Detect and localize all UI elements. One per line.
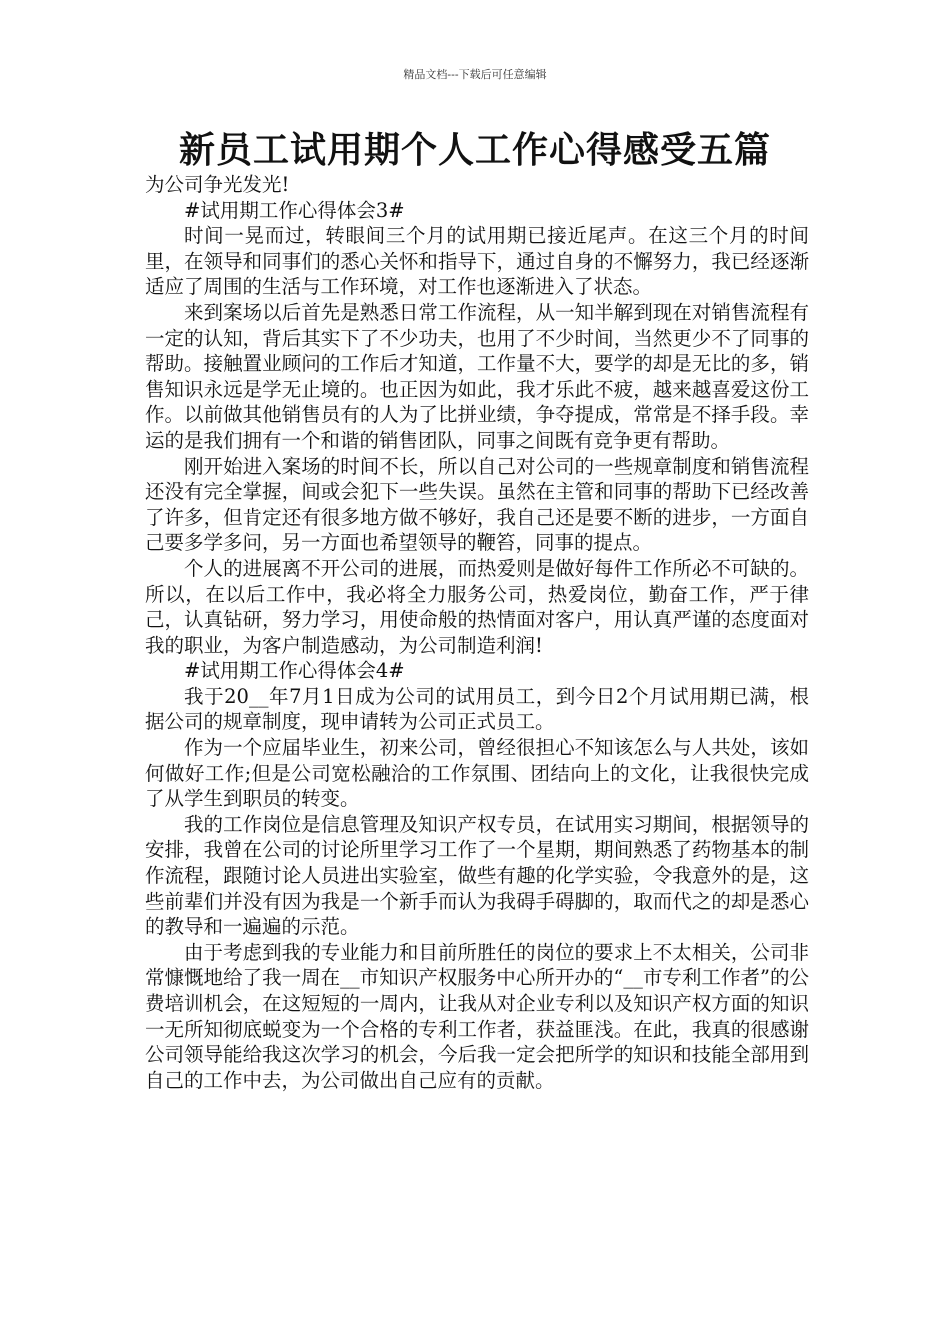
paragraph: 刚开始进入案场的时间不长，所以自己对公司的一些规章制度和销售流程还没有完全掌握，间或会犯下一些失误。虽然在主管和同事的帮助下已经改善了许多，但肯定还有很多地方做不够好，我自己还是要不断的进步，一方面自己要多学多问，另一方面也希望领导的鞭笞，同事的提点。	[145, 454, 809, 555]
paragraph: 作为一个应届毕业生，初来公司，曾经很担心不知该怎么与人共处，该如何做好工作;但是公司宽松融洽的工作氛围、团结向上的文化，让我很快完成了从学生到职员的转变。	[145, 736, 809, 811]
section-heading-3: #试用期工作心得体会3#	[184, 198, 405, 222]
paragraph: 个人的进展离不开公司的进展，而热爱则是做好每件工作所必不可缺的。所以，在以后工作中，我必将全力服务公司，热爱岗位，勤奋工作，严于律己，认真钻研，努力学习，用使命般的热情面对客户，用认真严谨的态度面对我的职业，为客户制造感动，为公司制造利润!	[145, 556, 809, 657]
section-heading-4: #试用期工作心得体会4#	[184, 659, 405, 683]
header-note: 精品文档---下载后可任意编辑	[403, 68, 547, 81]
document-body	[145, 172, 809, 1093]
paragraph: 时间一晃而过，转眼间三个月的试用期已接近尾声。在这三个月的时间里，在领导和同事们的悉心关怀和指导下，通过自身的不懈努力，我已经逐渐适应了周围的生活与工作环境，对工作也逐渐进入了状态。	[145, 224, 809, 299]
paragraph: 我的工作岗位是信息管理及知识产权专员，在试用实习期间，根据领导的安排，我曾在公司的讨论所里学习工作了一个星期，期间熟悉了药物基本的制作流程，跟随讨论人员进出实验室，做些有趣的化学实验，令我意外的是，这些前辈们并没有因为我是一个新手而认为我碍手碍脚的，取而代之的却是悉心的教导和一遍遍的示范。	[145, 812, 809, 939]
paragraph: 我于20__年7月1日成为公司的试用员工，到今日2个月试用期已满，根据公司的规章制度，现申请转为公司正式员工。	[145, 684, 809, 734]
paragraph: 为公司争光发光!	[145, 173, 290, 196]
paragraph: 来到案场以后首先是熟悉日常工作流程，从一知半解到现在对销售流程有一定的认知，背后其实下了不少功夫，也用了不少时间，当然更少不了同事的帮助。接触置业顾问的工作后才知道，工作量不大，要学的却是无比的多，销售知识永远是学无止境的。也正因为如此，我才乐此不疲，越来越喜爱这份工作。以前做其他销售员有的人为了比拼业绩，争夺提成，常常是不择手段。幸运的是我们拥有一个和谐的销售团队，同事之间既有竞争更有帮助。	[145, 300, 809, 452]
document-title: 新员工试用期个人工作心得感受五篇	[178, 130, 771, 171]
paragraph: 由于考虑到我的专业能力和目前所胜任的岗位的要求上不太相关，公司非常慷慨地给了我一周在__市知识产权服务中心所开办的“__市专利工作者”的公费培训机会，在这短短的一周内，让我从对企业专利以及知识产权方面的知识一无所知彻底蜕变为一个合格的专利工作者，获益匪浅。在此，我真的很感谢公司领导能给我这次学习的机会，今后我一定会把所学的知识和技能全部用到自己的工作中去，为公司做出自己应有的贡献。	[145, 940, 809, 1092]
